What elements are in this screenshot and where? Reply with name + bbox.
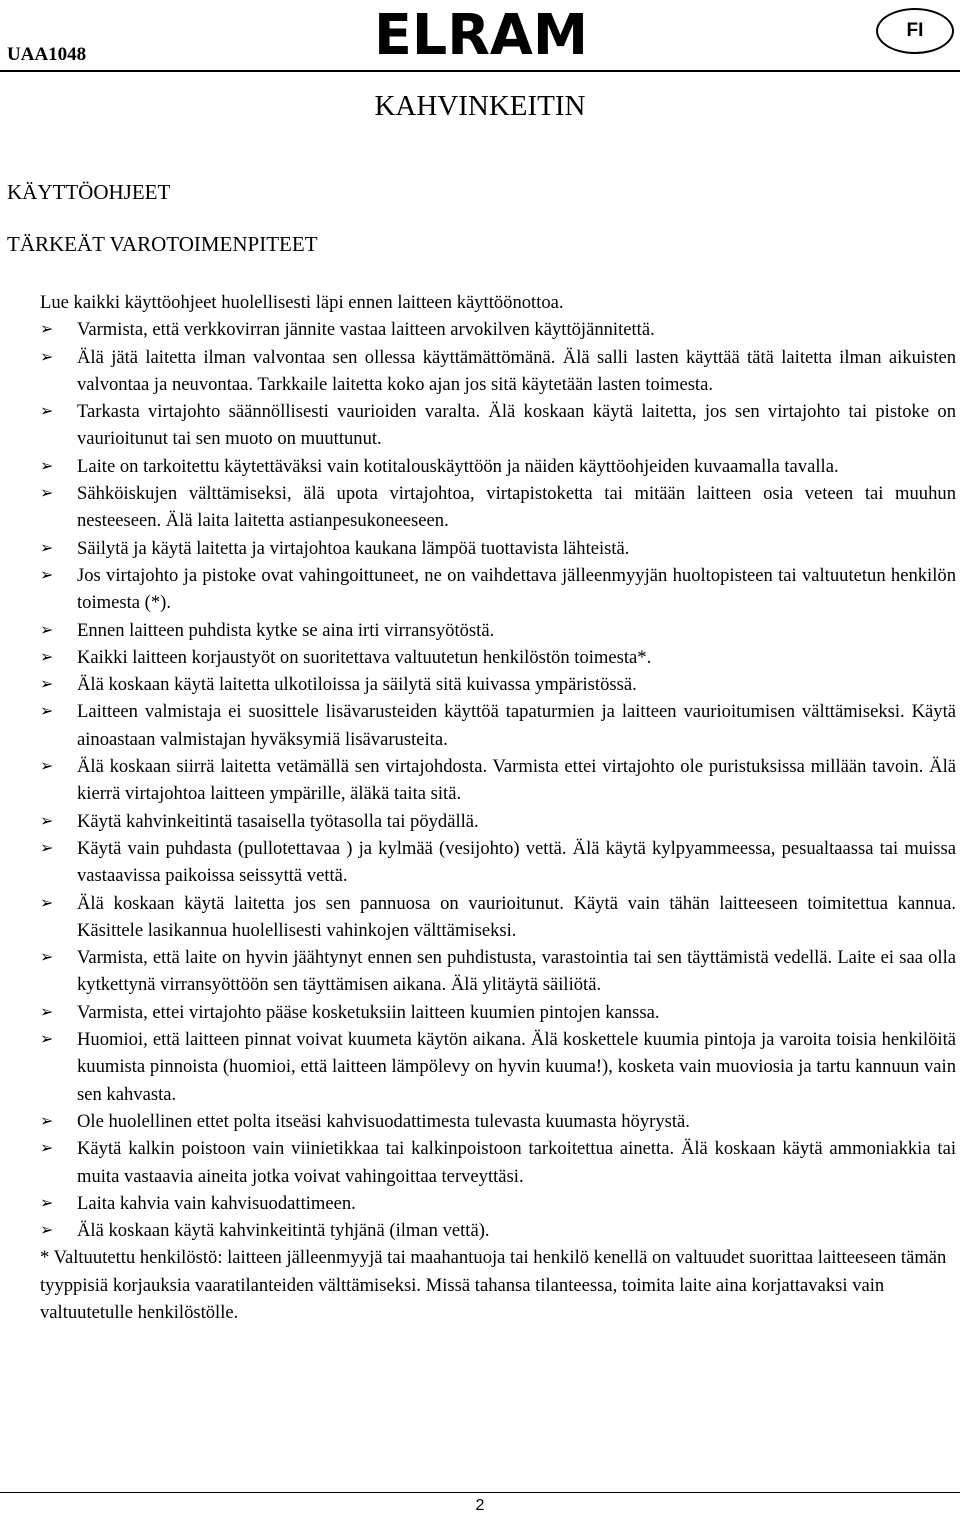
- warning-item: [40, 644, 956, 671]
- arrow-bullet-icon: ➢: [40, 703, 54, 721]
- warning-text: Älä koskaan käytä laitetta jos sen pannuosa on vaurioitunut. Käytä vain tähän laitteeseen toimitettua kannua. Käsittele lasikannua huolellisesti vahinkojen välttämiseksi.: [77, 892, 956, 941]
- warning-text: Älä koskaan siirrä laitetta vetämällä sen virtajohdosta. Varmista ettei virtajohto ole puristuksissa millään tavoin. Älä kierrä virtajohtoa laitteen ympärille, äläkä taita sitä.: [77, 756, 956, 805]
- warning-text: Huomioi, että laitteen pinnat voivat kuumeta käytön aikana. Älä koskettele kuumia pintoja ja varoita toisia henkilöitä kuumista pinnoista (huomioi, että laitteen lämpölevy on hyvin kuuma!), kosketa vain muoviosia ja tartu kannuun vain sen kahvasta.: [77, 1029, 956, 1105]
- safety-heading: TÄRKEÄT VAROTOIMENPITEET: [7, 232, 318, 256]
- arrow-bullet-icon: ➢: [40, 403, 54, 421]
- arrow-bullet-icon: ➢: [40, 348, 54, 366]
- warning-text: Kaikki laitteen korjaustyöt on suoritettava valtuutetun henkilöstön toimesta*.: [77, 646, 652, 668]
- warning-item: [40, 1026, 956, 1108]
- arrow-bullet-icon: ➢: [40, 839, 54, 857]
- elram-logo: [370, 4, 592, 62]
- arrow-bullet-icon: ➢: [40, 758, 54, 776]
- arrow-bullet-icon: ➢: [40, 566, 54, 584]
- arrow-bullet-icon: ➢: [40, 539, 54, 557]
- document-code: UAA1048: [7, 44, 87, 65]
- intro-text: Lue kaikki käyttöohjeet huolellisesti läpi ennen laitteen käyttöönottoa.: [40, 292, 564, 313]
- warning-item: [40, 671, 956, 698]
- warning-item: [40, 753, 956, 808]
- product-title: KAHVINKEITIN: [374, 90, 586, 122]
- document-body: [40, 289, 956, 1326]
- arrow-bullet-icon: ➢: [40, 321, 54, 339]
- warning-item: [40, 480, 956, 535]
- warning-item: [40, 999, 956, 1026]
- warning-item: [40, 1135, 956, 1190]
- arrow-bullet-icon: ➢: [40, 621, 54, 639]
- arrow-bullet-icon: ➢: [40, 1140, 54, 1158]
- arrow-bullet-icon: ➢: [40, 1112, 54, 1130]
- warning-text: Varmista, että laite on hyvin jäähtynyt ennen sen puhdistusta, varastointia tai sen täyttämistä vedellä. Laite ei saa olla kytkettynä virransyöttöön sen täyttämisen aikana. Älä ylitäytä säiliötä.: [77, 947, 956, 996]
- footer-rule: [0, 1492, 960, 1493]
- warning-text: Sähköiskujen välttämiseksi, älä upota virtajohtoa, virtapistoketta tai mitään laitteen osia veteen tai muuhun nesteeseen. Älä laita laitetta astianpesukoneeseen.: [77, 483, 956, 532]
- warning-item: [40, 698, 956, 753]
- warning-item: [40, 535, 956, 562]
- arrow-bullet-icon: ➢: [40, 949, 54, 967]
- warning-text: Käytä kahvinkeitintä tasaisella työtasolla tai pöydällä.: [77, 810, 479, 832]
- warning-item: [40, 316, 956, 343]
- brand-text: ELRAM: [374, 4, 588, 62]
- warning-item: [40, 1190, 956, 1217]
- instructions-heading: KÄYTTÖOHJEET: [7, 180, 171, 204]
- warning-item: [40, 808, 956, 835]
- warning-text: Älä jätä laitetta ilman valvontaa sen ollessa käyttämättömänä. Älä salli lasten käyttää tätä laitetta ilman aikuisten valvontaa ja neuvontaa. Tarkkaile laitetta koko ajan jos sitä käytetään lasten toimesta.: [77, 346, 956, 395]
- warning-text: Jos virtajohto ja pistoke ovat vahingoittuneet, ne on vaihdettava jälleenmyyjän huoltopisteen tai valtuutetun henkilön toimesta (*).: [77, 564, 956, 614]
- arrow-bullet-icon: ➢: [40, 894, 54, 912]
- page-number: 2: [475, 1497, 485, 1514]
- arrow-bullet-icon: ➢: [40, 457, 54, 475]
- warning-item: [40, 398, 956, 453]
- language-badge: [876, 8, 954, 54]
- warning-item: [40, 944, 956, 999]
- warning-item: [40, 1108, 956, 1135]
- arrow-bullet-icon: ➢: [40, 485, 54, 503]
- header-rule: [0, 70, 960, 72]
- language-code: FI: [906, 20, 924, 41]
- warning-item: [40, 453, 956, 480]
- warning-text: Laita kahvia vain kahvisuodattimeen.: [77, 1192, 356, 1214]
- warning-text: Käytä kalkin poistoon vain viinietikkaa tai kalkinpoistoon tarkoitettua ainetta. Älä koskaan käytä ammoniakkia tai muita vastaavia aineita jotka voivat vahingoittaa terveyttäsi.: [77, 1138, 956, 1187]
- arrow-bullet-icon: ➢: [40, 812, 54, 830]
- warning-item: [40, 1217, 956, 1244]
- arrow-bullet-icon: ➢: [40, 1003, 54, 1021]
- warning-text: Varmista, että verkkovirran jännite vastaa laitteen arvokilven käyttöjännitettä.: [77, 319, 655, 341]
- warning-text: Älä koskaan käytä kahvinkeitintä tyhjänä (ilman vettä).: [77, 1220, 490, 1242]
- warning-text: Varmista, ettei virtajohto pääse kosketuksiin laitteen kuumien pintojen kanssa.: [77, 1001, 660, 1023]
- arrow-bullet-icon: ➢: [40, 1194, 54, 1212]
- arrow-bullet-icon: ➢: [40, 648, 54, 666]
- warning-item: [40, 890, 956, 945]
- warnings-list: [40, 316, 956, 1244]
- arrow-bullet-icon: ➢: [40, 676, 54, 694]
- warning-text: Älä koskaan käytä laitetta ulkotiloissa ja säilytä sitä kuivassa ympäristössä.: [77, 674, 637, 696]
- warning-text: Käytä vain puhdasta (pullotettavaa ) ja kylmää (vesijohto) vettä. Älä käytä kylpyammeessa, pesualtaassa tai muissa vastaavissa paikoissa seissyttä vettä.: [77, 837, 956, 887]
- warning-text: Laitteen valmistaja ei suosittele lisävarusteiden käyttöä tapaturmien ja laitteen vaurioitumisen välttämiseksi. Käytä ainoastaan valmistajan hyväksymiä lisävarusteita.: [77, 701, 956, 750]
- arrow-bullet-icon: ➢: [40, 1222, 54, 1240]
- warning-item: [40, 617, 956, 644]
- warning-item: [40, 562, 956, 617]
- warning-text: Ennen laitteen puhdista kytke se aina irti virransyötöstä.: [77, 619, 495, 641]
- arrow-bullet-icon: ➢: [40, 1031, 54, 1049]
- warning-item: [40, 835, 956, 890]
- footnote: * Valtuutettu henkilöstö: laitteen jälleenmyyjä tai maahantuoja tai henkilö kenellä on valtuudet suorittaa laitteeseen tämän tyyppisiä korjauksia vaaratilanteiden välttämiseksi. Missä tahansa tilanteessa, toimita laite aina korjattavaksi vain valtuutetulle henkilöstölle.: [40, 1247, 947, 1323]
- warning-text: Laite on tarkoitettu käytettäväksi vain kotitalouskäyttöön ja näiden käyttöohjeiden kuvaamalla tavalla.: [77, 455, 839, 477]
- warning-text: Säilytä ja käytä laitetta ja virtajohtoa kaukana lämpöä tuottavista lähteistä.: [77, 537, 630, 559]
- warning-item: [40, 344, 956, 399]
- warning-text: Ole huolellinen ettet polta itseäsi kahvisuodattimesta tulevasta kuumasta höyrystä.: [77, 1110, 690, 1132]
- warning-text: Tarkasta virtajohto säännöllisesti vaurioiden varalta. Älä koskaan käytä laitetta, jos sen virtajohto tai pistoke on vaurioitunut tai sen muoto on muuttunut.: [77, 401, 956, 450]
